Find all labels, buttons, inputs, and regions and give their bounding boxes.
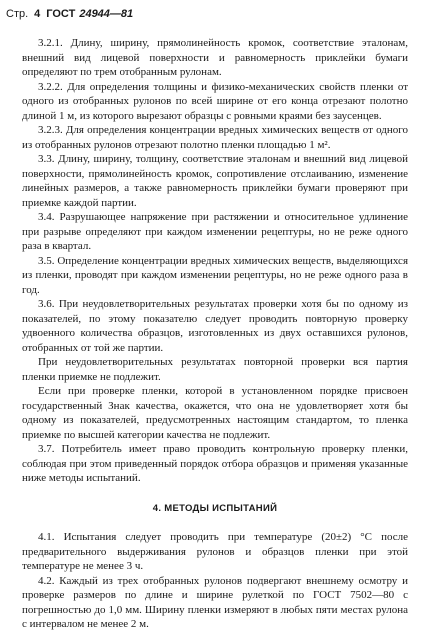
paragraph-3-5: 3.5. Определение концентрации вредных химических веществ, выделяющихся из пленки, проводят при каждом изменении рецептуры, но не реже одного раза в год. [22,254,408,296]
paragraph-3-6: 3.6. При неудовлетворительных результатах проверки хотя бы по одному из показателей, по этому показателю следует проводить повторную проверку удвоенного количества образцов, изготовленных из двух оставшихся рулонов, отобранных от той же партии. [22,298,408,354]
page-label: Стр. [6,8,29,20]
paragraph-3-4: 3.4. Разрушающее напряжение при растяжении и относительное удлинение при разрыве определяют при каждом изменении рецептуры, но не реже одного раза в квартал. [22,211,408,252]
page-number: 4 [34,8,41,20]
standard-label: ГОСТ [46,8,76,20]
paragraph-3-7: 3.7. Потребитель имеет право проводить контрольную проверку пленки, соблюдая при этом приведенный порядок отбора образцов и применяя указанные ниже методы испытаний. [22,443,408,484]
paragraph-4-1: 4.1. Испытания следует проводить при температуре (20±2) °С после предварительного выдерживания рулонов и образцов пленки при этой температуре не менее 3 ч. [22,531,408,572]
paragraph-4-2: 4.2. Каждый из трех отобранных рулонов подвергают внешнему осмотру и проверке размеров по длине и ширине рулеткой по ГОСТ 7502—80 с погрешностью до 1,0 мм. Ширину пленки измеряют в любых пяти местах рулона с интервалом не менее 2 м. [22,574,408,630]
paragraph-3-2-2: 3.2.2. Для определения толщины и физико-механических свойств пленки от одного из отобранных рулонов по всей ширине от его конца отрезают полотно длиной 1 м, из которого вырезают образцы с ровными краями без заусенцев. [22,80,408,122]
paragraph-3-3: 3.3. Длину, ширину, толщину, соответствие эталонам и внешний вид лицевой поверхности, прямолинейность кромок, сопротивление отслаиванию, изменение линейных размеров, а также равномерность приклейки бумаги проверяют при приемке каждой партии. [22,153,408,209]
standard-number: 24944—81 [79,8,134,20]
paragraph-repeat-check: При неудовлетворительных результатах повторной проверки вся партия пленки приемке не подлежит. [22,356,408,383]
page-header [6,8,406,24]
paragraph-3-2-1: 3.2.1. Длину, ширину, прямолинейность кромок, соответствие эталонам, внешний вид лицевой поверхности и равномерность приклейки бумаги определяют по трем отобранным рулонам. [22,37,408,78]
paragraph-3-2-3: 3.2.3. Для определения концентрации вредных химических веществ от одного из отобранных рулонов отрезают полотно пленки площадью 1 м². [22,124,408,151]
section-title: 4. МЕТОДЫ ИСПЫТАНИЙ [152,502,278,514]
paragraph-quality-mark: Если при проверке пленки, которой в установленном порядке присвоен государственный Знак качества, окажется, что она не удовлетворяет хотя бы одному из показателей, предусмотренных настоящим стандартом, то пленка приемке по высшей категории качества не подлежит. [22,385,408,441]
body-text [22,36,408,632]
